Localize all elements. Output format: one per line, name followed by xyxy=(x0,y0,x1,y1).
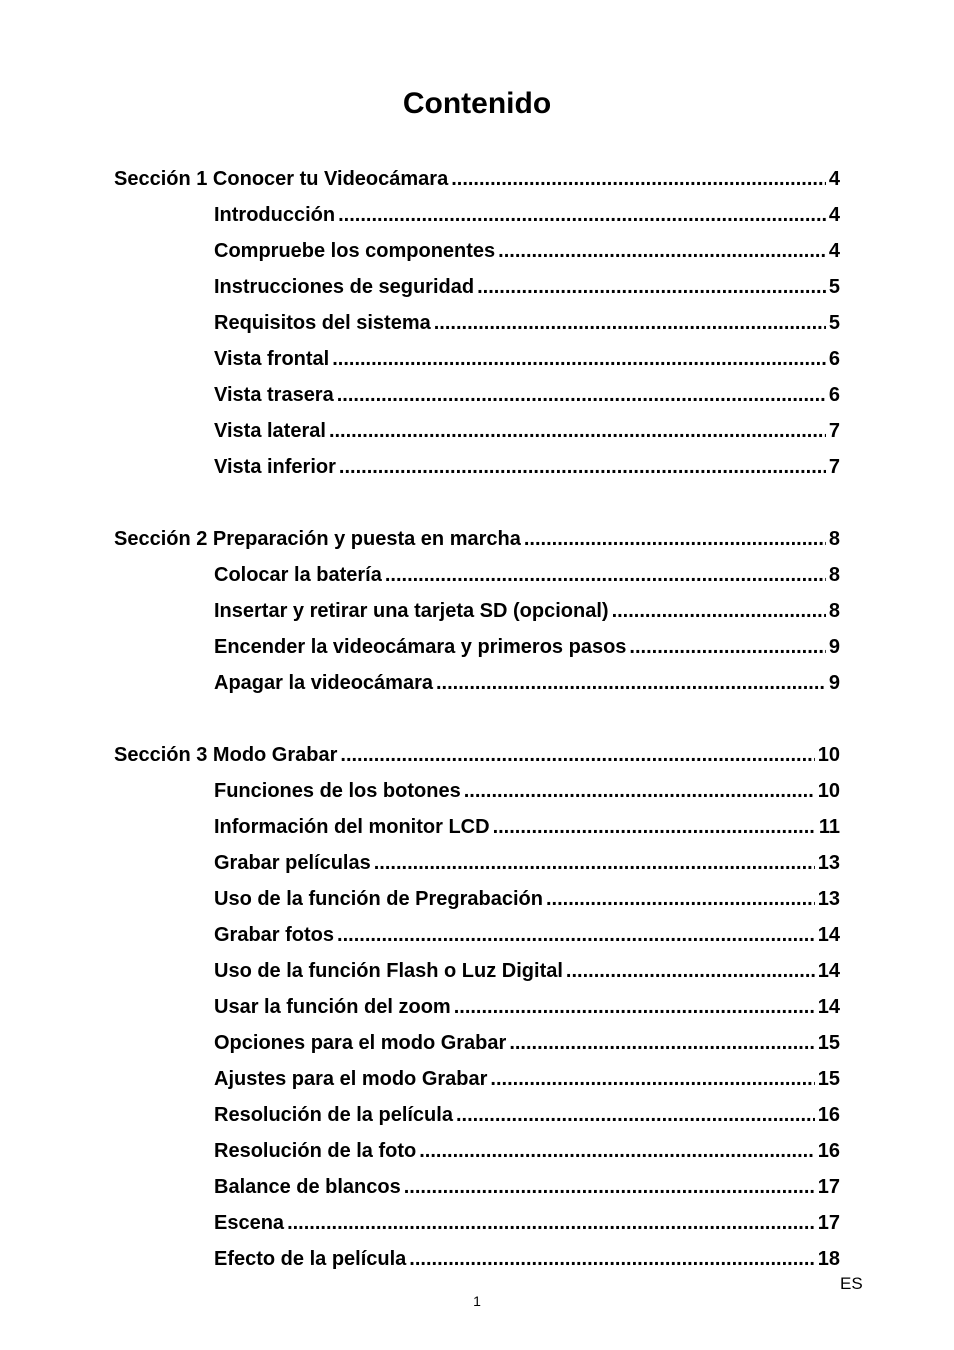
toc-entry-label: Encender la videocámara y primeros pasos xyxy=(214,636,627,658)
toc-dot-leader xyxy=(566,957,815,985)
toc-entry-label: Usar la función del zoom xyxy=(214,996,451,1018)
toc-entry-page-number: 7 xyxy=(828,456,840,478)
toc-entry-label: Introducción xyxy=(214,204,336,226)
toc-entry-label: Grabar fotos xyxy=(214,924,335,946)
toc-item-entry[interactable] xyxy=(214,993,840,1021)
toc-entry-page-number: 10 xyxy=(817,744,840,766)
toc-item-entry[interactable] xyxy=(214,1137,840,1165)
toc-entry-page-number: 14 xyxy=(817,924,840,946)
toc-dot-leader xyxy=(287,1209,815,1237)
toc-entry-page-number: 16 xyxy=(817,1104,840,1126)
toc-section-entry[interactable] xyxy=(114,741,840,769)
toc-entry-label: Sección 2 Preparación y puesta en marcha xyxy=(114,528,521,550)
toc-item-entry[interactable] xyxy=(214,201,840,229)
toc-dot-leader xyxy=(451,165,826,193)
toc-entry-label: Uso de la función Flash o Luz Digital xyxy=(214,960,563,982)
toc-entry-page-number: 13 xyxy=(817,888,840,910)
toc-item-entry[interactable] xyxy=(214,561,840,589)
toc-item-entry[interactable] xyxy=(214,1209,840,1237)
toc-dot-leader xyxy=(340,741,814,769)
page-title: Contenido xyxy=(402,87,552,120)
toc-entry-page-number: 9 xyxy=(828,636,840,658)
toc-entry-page-number: 8 xyxy=(828,564,840,586)
toc-entry-label: Opciones para el modo Grabar xyxy=(214,1032,507,1054)
toc-entry-page-number: 18 xyxy=(817,1248,840,1270)
toc-dot-leader xyxy=(374,849,815,877)
toc-entry-label: Balance de blancos xyxy=(214,1176,401,1198)
page-number: 1 xyxy=(473,1293,481,1309)
toc-dot-leader xyxy=(332,345,826,373)
toc-dot-leader xyxy=(339,453,826,481)
toc-dot-leader xyxy=(629,633,825,661)
toc-entry-page-number: 9 xyxy=(828,672,840,694)
toc-dot-leader xyxy=(419,1137,815,1165)
toc-dot-leader xyxy=(477,273,826,301)
toc-entry-page-number: 10 xyxy=(817,780,840,802)
toc-item-entry[interactable] xyxy=(214,1245,840,1273)
toc-item-entry[interactable] xyxy=(214,417,840,445)
toc-item-entry[interactable] xyxy=(214,1101,840,1129)
toc-entry-label: Vista frontal xyxy=(214,348,330,370)
toc-dot-leader xyxy=(493,813,816,841)
toc-item-entry[interactable] xyxy=(214,309,840,337)
toc-item-entry[interactable] xyxy=(214,813,840,841)
toc-dot-leader xyxy=(409,1245,814,1273)
toc-entry-page-number: 15 xyxy=(817,1032,840,1054)
toc-entry-label: Sección 1 Conocer tu Videocámara xyxy=(114,168,449,190)
toc-entry-label: Colocar la batería xyxy=(214,564,382,586)
toc-dot-leader xyxy=(434,309,826,337)
toc-dot-leader xyxy=(498,237,826,265)
toc-entry-label: Funciones de los botones xyxy=(214,780,461,802)
toc-dot-leader xyxy=(490,1065,814,1093)
toc-entry-page-number: 13 xyxy=(817,852,840,874)
toc-entry-label: Resolución de la foto xyxy=(214,1140,417,1162)
toc-item-entry[interactable] xyxy=(214,849,840,877)
toc-entry-page-number: 4 xyxy=(828,204,840,226)
toc-entry-label: Vista lateral xyxy=(214,420,326,442)
toc-entry-label: Insertar y retirar una tarjeta SD (opcional) xyxy=(214,600,609,622)
toc-entry-page-number: 6 xyxy=(828,348,840,370)
toc-entry-label: Apagar la videocámara xyxy=(214,672,433,694)
toc-item-entry[interactable] xyxy=(214,1173,840,1201)
toc-entry-page-number: 6 xyxy=(828,384,840,406)
toc-dot-leader xyxy=(385,561,826,589)
toc-entry-page-number: 4 xyxy=(828,168,840,190)
toc-item-entry[interactable] xyxy=(214,1065,840,1093)
toc-item-entry[interactable] xyxy=(214,633,840,661)
toc-item-entry[interactable] xyxy=(214,597,840,625)
toc-entry-page-number: 5 xyxy=(828,312,840,334)
toc-entry-label: Vista trasera xyxy=(214,384,334,406)
toc-entry-label: Información del monitor LCD xyxy=(214,816,490,838)
toc-item-entry[interactable] xyxy=(214,237,840,265)
toc-dot-leader xyxy=(524,525,826,553)
language-tag: ES xyxy=(840,1274,863,1293)
toc-entry-page-number: 17 xyxy=(817,1212,840,1234)
toc-entry-label: Escena xyxy=(214,1212,285,1234)
toc-entry-page-number: 16 xyxy=(817,1140,840,1162)
toc-item-entry[interactable] xyxy=(214,345,840,373)
toc-entry-label: Resolución de la película xyxy=(214,1104,453,1126)
toc-entry-page-number: 7 xyxy=(828,420,840,442)
toc-item-entry[interactable] xyxy=(214,669,840,697)
toc-entry-page-number: 14 xyxy=(817,960,840,982)
toc-section-entry[interactable] xyxy=(114,525,840,553)
toc-entry-page-number: 11 xyxy=(818,816,840,838)
toc-entry-page-number: 4 xyxy=(828,240,840,262)
toc-dot-leader xyxy=(338,201,826,229)
toc-entry-label: Sección 3 Modo Grabar xyxy=(114,744,338,766)
toc-dot-leader xyxy=(404,1173,815,1201)
toc-entry-label: Requisitos del sistema xyxy=(214,312,431,334)
toc-entry-page-number: 15 xyxy=(817,1068,840,1090)
toc-entry-label: Instrucciones de seguridad xyxy=(214,276,475,298)
toc-item-entry[interactable] xyxy=(214,381,840,409)
toc-item-entry[interactable] xyxy=(214,1029,840,1057)
toc-dot-leader xyxy=(454,993,815,1021)
toc-item-entry[interactable] xyxy=(214,921,840,949)
toc-dot-leader xyxy=(329,417,826,445)
toc-entry-label: Uso de la función de Pregrabación xyxy=(214,888,543,910)
toc-item-entry[interactable] xyxy=(214,957,840,985)
toc-dot-leader xyxy=(509,1029,814,1057)
toc-dot-leader xyxy=(337,921,815,949)
toc-item-entry[interactable] xyxy=(214,777,840,805)
toc-dot-leader xyxy=(464,777,815,805)
toc-entry-page-number: 14 xyxy=(817,996,840,1018)
toc-entry-label: Vista inferior xyxy=(214,456,336,478)
toc-dot-leader xyxy=(546,885,815,913)
toc-dot-leader xyxy=(436,669,826,697)
toc-entry-label: Efecto de la película xyxy=(214,1248,407,1270)
toc-dot-leader xyxy=(456,1101,815,1129)
toc-dot-leader xyxy=(612,597,826,625)
toc-entry-page-number: 17 xyxy=(817,1176,840,1198)
toc-item-entry[interactable] xyxy=(214,885,840,913)
toc-entry-page-number: 8 xyxy=(828,528,840,550)
toc-entry-label: Compruebe los componentes xyxy=(214,240,496,262)
toc-section-entry[interactable] xyxy=(114,165,840,193)
toc-entry-label: Ajustes para el modo Grabar xyxy=(214,1068,488,1090)
toc-dot-leader xyxy=(337,381,826,409)
toc-item-entry[interactable] xyxy=(214,273,840,301)
toc-entry-page-number: 5 xyxy=(828,276,840,298)
toc-entry-label: Grabar películas xyxy=(214,852,371,874)
toc-entry-page-number: 8 xyxy=(828,600,840,622)
toc-item-entry[interactable] xyxy=(214,453,840,481)
